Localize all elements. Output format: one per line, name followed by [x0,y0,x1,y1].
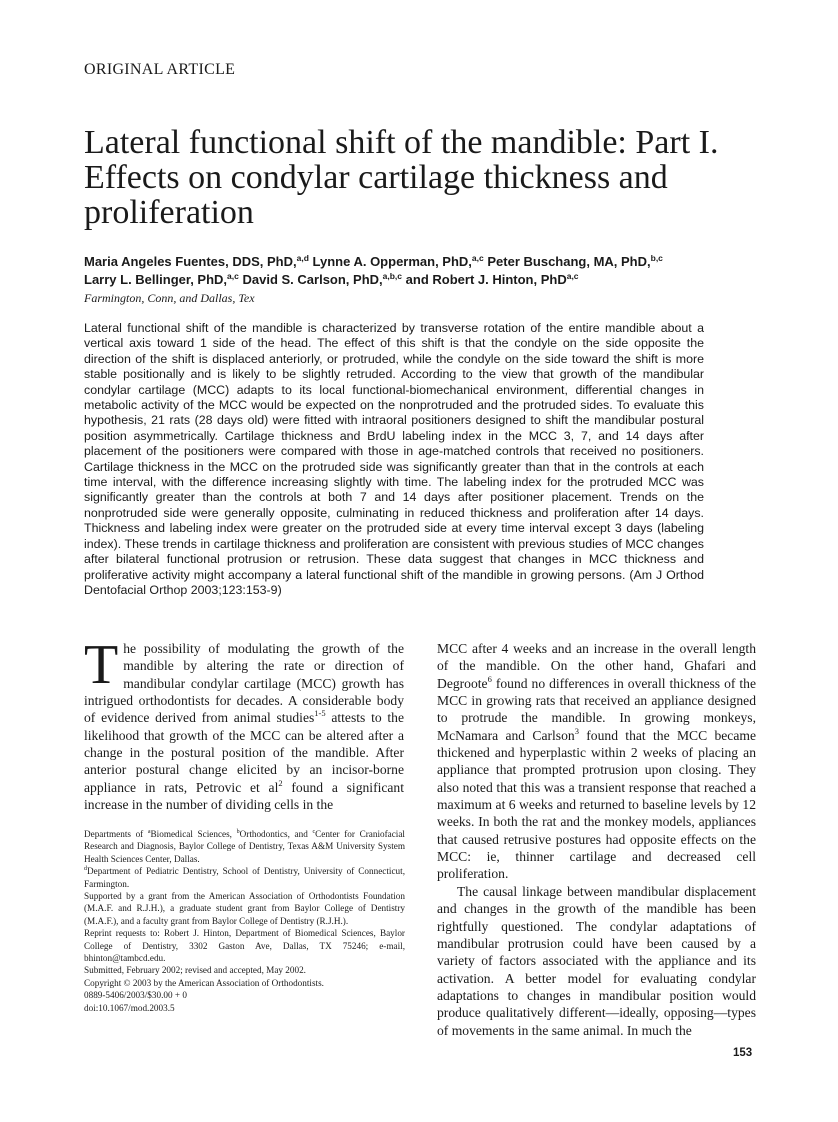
footnote-submitted: Submitted, February 2002; revised and accepted, May 2002. [84,965,306,976]
author-name: Larry L. Bellinger, PhD, [84,272,228,287]
footnote-text: Departments of [84,829,148,839]
author-affiliation-marker: a,c [227,271,239,281]
footnote-issn: 0889-5406/2003/$30.00 + 0 [84,990,187,1001]
body-text: MCC after 4 weeks and an increase in the overall length of the mandible. On the other hand, Ghafari and Degroote [437,641,756,691]
reference-marker: 3 [574,725,579,736]
author-affiliation-marker: b,c [650,253,663,263]
body-column-left [84,634,405,813]
reference-marker: 6 [487,673,492,684]
author-name: Lynne A. Opperman, PhD, [312,254,472,269]
footnote-text: Department of Pediatric Dentistry, School of Dentistry, University of Connecticut, Farmington. [84,866,405,889]
footnote-text: Biomedical Sciences, [150,829,237,839]
footnote-marker: b [236,829,240,835]
body-paragraph: The causal linkage between mandibular displacement and changes in the growth of the mandible has been rightfully questioned. The condylar adaptations of mandibular protrusion could have been caused by a variety of factors associated with the appliance and its activation. A better model for evaluating condylar adaptations to changes in mandibular position would produce qualitatively different—ideally, opposing—types of movements in the same animal. In much the [437,883,756,1038]
body-text: he possibility of modulating the growth of the mandible by altering the rate or direction of mandibular condylar cartilage (MCC) growth has intrigued orthodontists for decades. A considerable body of evidence derived from animal studies [84,641,404,726]
footnote-department-d [84,865,405,890]
reference-marker: 2 [278,777,283,788]
article-title: Lateral functional shift of the mandible: Part I. Effects on condylar cartilage thickness and proliferation [84,124,719,231]
author-name: David S. Carlson, PhD, [242,272,383,287]
footnotes [84,828,405,1014]
citation: (Am J Orthod Dentofacial Orthop 2003;123:153-9) [84,567,704,597]
author-list [84,253,774,289]
body-text: attests to the likelihood that growth of the MCC can be altered after a change in the postural position of the mandible. After anterior postural change elicited by an incisor-borne appliance in rats, Petrovic et al [84,710,404,795]
footnote-marker: c [312,829,316,835]
body-text: found a significant increase in the number of dividing cells in the [84,779,405,813]
body-paragraph [437,640,756,883]
footnote-copyright: Copyright © 2003 by the American Association of Orthodontists. [84,977,324,988]
footnote-marker: d [84,866,87,873]
abstract [84,321,704,598]
author-affiliation-marker: a,c [471,253,484,263]
footnote-departments [84,828,405,865]
footnote-support: Supported by a grant from the American Association of Orthodontists Foundation (M.A.F. and R.J.H.), a graduate student grant from Baylor College of Dentistry (M.A.F.), and a faculty grant from Baylor College of Dentistry (R.J.H.). [84,891,405,926]
body-text: found no differences in overall thickness of the MCC in growing rats that received an appliance designed to protrude the mandible. In growing monkeys, McNamara and Carlson [437,675,756,743]
author-affiliation-marker: a,c [566,271,579,281]
author-affiliation-marker: a,b,c [382,271,403,281]
body-paragraph [84,634,405,813]
section-label: ORIGINAL ARTICLE [84,61,236,78]
reference-marker: 1-5 [314,708,326,719]
author-location: Farmington, Conn, and Dallas, Tex [84,291,255,305]
drop-cap: T [84,634,119,696]
page-number: 153 [733,1047,753,1059]
body-column-right [437,640,756,1039]
footnote-text: Center for Craniofacial Research and Diagnosis, Baylor College of Dentistry, Texas A&M University System Health Sciences Center, Dallas. [84,829,405,864]
author-name: and Robert J. Hinton, PhD [405,272,567,287]
author-name: Peter Buschang, MA, PhD, [487,254,651,269]
footnote-marker: a [147,829,151,835]
author-affiliation-marker: a,d [296,253,309,263]
footnote-doi: doi:10.1067/mod.2003.5 [84,1002,175,1013]
abstract-text: Lateral functional shift of the mandible is characterized by transverse rotation of the entire mandible about a vertical axis toward 1 side of the head. The effect of this shift is that the condyle on the side opposite the direction of the shift is displaced anteriorly, or protruded, while the condyle on the side toward the shift is more stable positionally and is likely to be slightly retruded. According to the view that growth of the mandibular condylar cartilage (MCC) adapts to its local functional-biomechanical environment, differential changes in metabolic activity of the MCC would be expected on the nonprotruded and the protruded sides. To evaluate this hypothesis, 21 rats (28 days old) were fitted with intraoral positioners designed to shift the mandibular postural position asymmetrically. Cartilage thickness and BrdU labeling index in the MCC 3, 7, and 14 days after placement of the positioners were compared with those in age-matched controls that received no positioners. Cartilage thickness in the MCC on the protruded side was significantly greater than that in the controls at each time interval, with the difference increasing slightly with time. The labeling index for the protruded MCC was significantly greater than the controls at both 7 and 14 days after positioner placement. Trends on the nonprotruded side were generally opposite, culminating in reduced thickness and proliferation after 14 days. Thickness and labeling index were greater on the protruded side at every time interval except 3 days (labeling index). These trends in cartilage thickness and proliferation are consistent with previous studies of MCC changes after bilateral functional protrusion or retrusion. These data suggest that changes in MCC thickness and proliferative activity might accompany a lateral functional shift of the mandible in growing persons. [84,321,704,582]
author-name: Maria Angeles Fuentes, DDS, PhD, [84,254,297,269]
footnote-text: Orthodontics, and [239,829,313,839]
body-text: found that the MCC became thickened and hyperplastic within 2 weeks of placing an appliance that prompted protrusion upon closing. They also noted that this was a transient response that reached a maximum at 6 weeks and returned to baseline levels by 12 weeks. In both the rat and the monkey models, appliances that caused retrusive postures had opposite effects on the MCC: ie, thinner cartilage and decreased cell proliferation. [437,727,756,882]
footnote-reprint: Reprint requests to: Robert J. Hinton, Department of Biomedical Sciences, Baylor College of Dentistry, 3302 Gaston Ave, Dallas, TX 75246; e-mail, bhinton@tambcd.edu. [84,928,405,964]
